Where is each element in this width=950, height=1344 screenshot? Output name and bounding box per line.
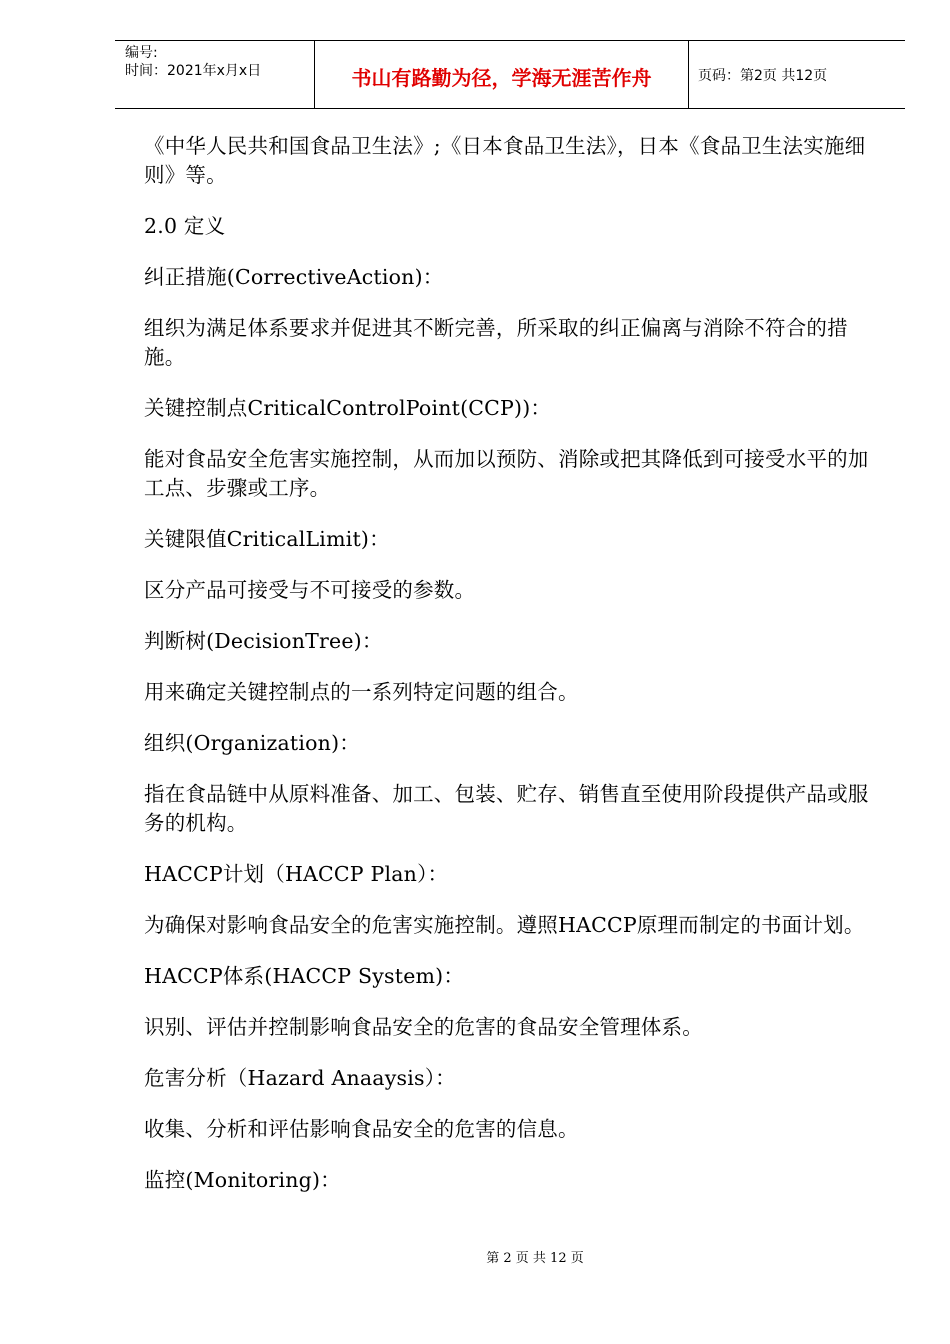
definition-haccp-plan: 为确保对影响食品安全的危害实施控制。遵照HACCP原理而制定的书面计划。 bbox=[144, 913, 865, 937]
document-header bbox=[115, 40, 905, 109]
term-organization: 组织(Organization)： bbox=[144, 731, 360, 755]
term-ccp: 关键控制点CriticalControlPoint(CCP))： bbox=[144, 396, 552, 420]
page-footer bbox=[0, 1247, 950, 1266]
document-body bbox=[144, 132, 874, 1217]
definition-ccp: 能对食品安全危害实施控制，从而加以预防、消除或把其降低到可接受水平的加工点、步骤或工序。 bbox=[144, 447, 869, 500]
term-haccp-system: HACCP体系(HACCP System)： bbox=[144, 964, 465, 988]
number-label: 编号: bbox=[125, 45, 158, 61]
header-meta bbox=[115, 41, 315, 108]
definition-decision-tree: 用来确定关键控制点的一系列特定问题的组合。 bbox=[144, 680, 579, 704]
definition-corrective-action: 组织为满足体系要求并促进其不断完善，所采取的纠正偏离与消除不符合的措施。 bbox=[144, 316, 848, 369]
footer-page-number: 第 2 页 共 12 页 bbox=[486, 1251, 584, 1266]
definition-hazard-analysis: 收集、分析和评估影响食品安全的危害的信息。 bbox=[144, 1117, 579, 1141]
term-corrective-action: 纠正措施(CorrectiveAction)： bbox=[144, 265, 444, 289]
term-hazard-analysis: 危害分析（Hazard Anaaysis）： bbox=[144, 1066, 456, 1090]
definition-critical-limit: 区分产品可接受与不可接受的参数。 bbox=[144, 578, 476, 602]
term-decision-tree: 判断树(DecisionTree)： bbox=[144, 629, 383, 653]
definition-haccp-system: 识别、评估并控制影响食品安全的危害的食品安全管理体系。 bbox=[144, 1015, 703, 1039]
header-motto-cell bbox=[315, 41, 689, 108]
term-monitoring: 监控(Monitoring)： bbox=[144, 1168, 341, 1192]
paragraph-law-references: 《中华人民共和国食品卫生法》;《日本食品卫生法》，日本《食品卫生法实施细则》等。 bbox=[144, 134, 866, 187]
term-critical-limit: 关键限值CriticalLimit)： bbox=[144, 527, 390, 551]
section-heading-definitions: 2.0 定义 bbox=[144, 214, 226, 238]
header-page-info: 页码：第2页 共12页 bbox=[698, 67, 828, 84]
header-motto: 书山有路勤为径，学海无涯苦作舟 bbox=[351, 66, 652, 90]
time-label: 时间：2021年x月x日 bbox=[125, 63, 262, 79]
term-haccp-plan: HACCP计划（HACCP Plan）： bbox=[144, 862, 449, 886]
definition-organization: 指在食品链中从原料准备、加工、包装、贮存、销售直至使用阶段提供产品或服务的机构。 bbox=[144, 782, 869, 835]
